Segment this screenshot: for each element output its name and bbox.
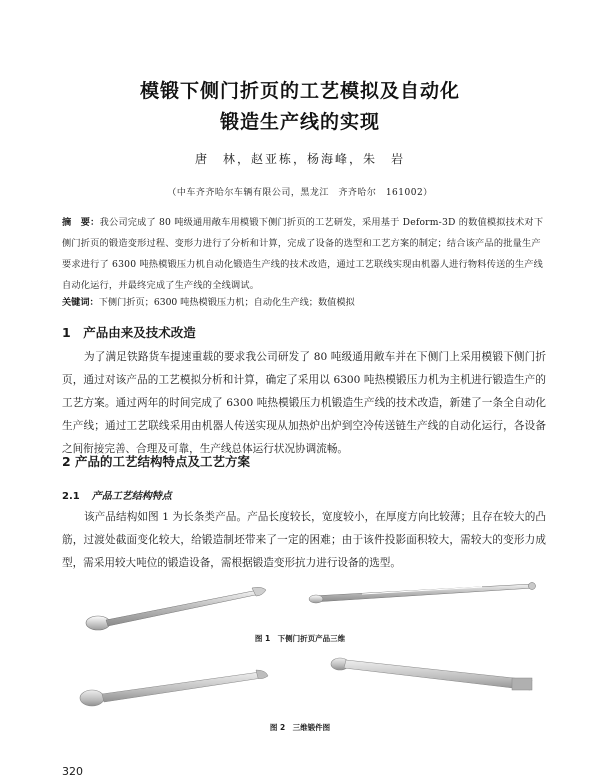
- figure-1-image: [62, 580, 546, 634]
- page-number: 320: [62, 765, 83, 778]
- section-2-1-heading: [62, 487, 172, 502]
- figure-1-caption: 图 1 下侧门折页产品三维: [254, 634, 346, 643]
- keywords-text: 下侧门折页；6300 吨热模锻压力机；自动化生产线；数值模拟: [98, 297, 355, 308]
- affiliation: （中车齐齐哈尔车辆有限公司，黑龙江 齐齐哈尔 161002）: [167, 188, 433, 198]
- section-2-1-paragraph: 该产品结构如图 1 为长条类产品。产品长度较长，宽度较小，在厚度方向比较薄；且存在较大的凸筋，过渡处截面变化较大，给锻造制坯带来了一定的困难；由于该件投影面积较大，需较大的变形力成型，需采用较大吨位的锻造设备，需根据锻造变形抗力进行设备的选型。: [62, 511, 546, 569]
- hinge-render-right-icon: [309, 583, 536, 604]
- figure-2-caption: 图 2 三维锻件图: [269, 723, 331, 732]
- abstract: [62, 212, 544, 296]
- title-line-1: 模锻下侧门折页的工艺模拟及自动化: [139, 80, 460, 102]
- figure-2-image: [62, 650, 546, 710]
- hinge-render-left-icon: [86, 587, 266, 630]
- section-2-1-number: 2.1: [62, 491, 80, 502]
- section-1-heading: 1 产品由来及技术改造: [62, 325, 196, 340]
- abstract-text: 我公司完成了 80 吨级通用敞车用模锻下侧门折页的工艺研发，采用基于 Deform-3D 的数值模拟技术对下侧门折页的锻造变形过程、变形力进行了分析和计算，完成了设备的选型和工艺方案的制定；结合该产品的批量生产要求进行了 6300 吨热模锻压力机自动化锻造生产线的技术改造，通过工艺联线实现由机器人进行物料传送的生产线自动化运行，并最终完成了生产线的全线调试。: [62, 217, 544, 291]
- section-2-heading: 2 产品的工艺结构特点及工艺方案: [62, 454, 251, 469]
- section-1-paragraph: 为了满足铁路货车提速重载的要求我公司研发了 80 吨级通用敞车并在下侧门上采用模锻下侧门折页，通过对该产品的工艺模拟分析和计算，确定了采用以 6300 吨热模锻压力机为主机进行锻造生产的工艺方案。通过两年的时间完成了 6300 吨热模锻压力机锻造生产线的技术改造，新建了一条全自动化生产线；通过工艺联线采用由机器人传送实现从加热炉出炉到空冷传送链生产线的自动化运行，各设备之间衔接完善、合理及可靠，生产线总体运行状况协调流畅。: [62, 351, 546, 455]
- section-2-1-title: 产品工艺结构特点: [91, 491, 172, 502]
- authors: 唐 林，赵亚栋，杨海峰，朱 岩: [194, 152, 405, 166]
- title-line-2: 锻造生产线的实现: [219, 111, 380, 133]
- forging-render-left-icon: [80, 670, 268, 706]
- abstract-label: 摘 要：: [62, 217, 100, 228]
- keywords-label: 关键词：: [62, 297, 99, 308]
- forging-render-right-icon: [331, 658, 532, 690]
- keywords: [62, 296, 544, 310]
